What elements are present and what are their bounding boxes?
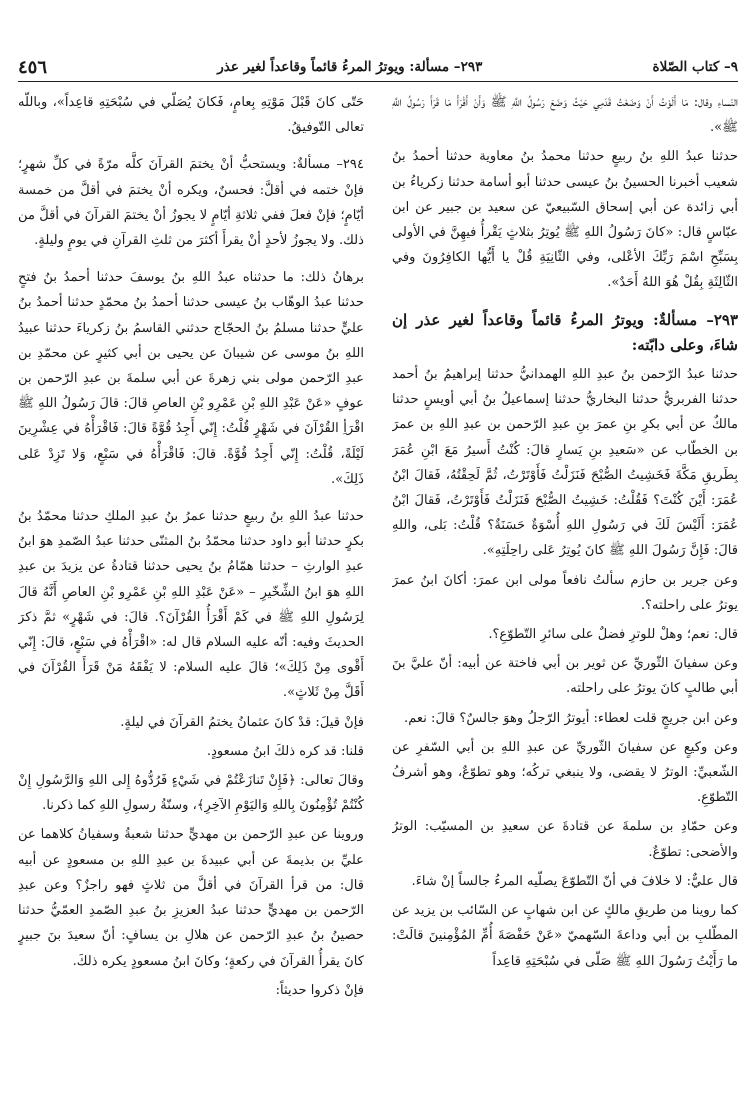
paragraph: قلنا: قد كره ذلكَ ابنُ مسعودٍ. [206,743,364,759]
paragraph: وعن حمّادِ بن سلمةَ عن قتادةَ عن سعيدِ بن المسيّب: الوترُ والأضحى: تطوّعٌ. [392,819,738,860]
paragraph: قال عليٌّ: لا خلافَ في أنّ التّطوّعَ يصلّيه المرءُ جالساً إنْ شاءَ. [411,873,738,889]
paragraph: وعن جرير بن حازم سألتُ نافعاً مولى ابن عمرَ: أكانَ ابنُ عمرَ يوترُ على راحلته؟. [392,572,738,613]
paragraph: حدثنا عبدُ اللهِ بنُ ربيعٍ حدثنا عمرُ بنُ عبدِ الملكِ حدثنا محمّدُ بنُ بكرٍ حدثنا أبو داود حدثنا محمّدُ بنُ المثنّى حدثنا عبدُ الصّمدِ هوَ ابنُ عبدِ الوارثِ – حدثنا همّامُ بنُ يحيى حدثنا قتادةُ عن يزيدَ بن عبدِ اللهِ هوَ ابنُ الشِّخّيرِ – «عَنْ عَبْدِ اللهِ بْنِ عَمْرِو بْنِ العاصِ أَنَّهُ قالَ لِرَسُولِ اللهِ ﷺ في كَمْ أَقْرَأُ القُرْآنَ؟. قالَ: في شَهْرٍ» ثمَّ ذكرَ الحديثَ وفيه: أنّه عليه السلام قال له: «اقْرَأْهُ في سَبْعٍ، قالَ: إِنّي أَقْوى مِنْ ذَلِكَ»؛ قالَ عليه السلام: لا يَفْقَهُ مَنْ قَرَأَ القُرْآنَ في أَقَلَّ مِنْ ثَلاثٍ». [18,509,364,701]
book-title: ٩– كتاب الصّلاة [652,59,738,75]
paragraph: وعن وكيعٍ عن سفيانَ الثّوريِّ عن عبدِ اللهِ بن أبي السّفرِ عن الشّعبيِّ: الوترُ لا يقضى، ولا ينبغي تركُه؛ وهو تطوّعٌ، وهو أشرفُ التّطوّعِ. [392,739,738,806]
section-294: ٢٩٤– مسألةٌ: ويستحبُّ أنْ يختمَ القرآنَ كلَّه مرّةً في كلِّ شهرٍ؛ فإنْ ختمه في أقلَّ: فحسنٌ، ويكره أنْ يختمَ في أقلَّ من خمسة أيّامٍ؛ فإنْ فعلَ ففي ثلاثةِ أيّامٍ لا يجوزُ أنْ يختمَ القرآنَ في أقلَّ من ذلك. ولا يجوزُ لأحدٍ أنْ يقرأَ أكثرَ من ثلثِ القرآنِ في يومٍ وليلةٍ. [18,157,364,249]
paragraph: كما روينا من طريقِ مالكٍ عن ابن شهابٍ عن السّائب بن يزيد عن المطّلبِ بن أبي وداعةَ السّهميّ «عَنْ حَفْصَةَ أُمِّ المُؤْمِنينَ قالَتْ: ما رَأَيْتُ رَسُولَ اللهِ ﷺ صَلّى في سُبْحَتِهِ قاعِداً [392,903,738,969]
paragraph: وعن ابن جريجٍ قلت لعطاء: أيوترُ الرّجلُ وهوَ جالسٌ؟ قالَ: نعم. [404,710,738,726]
paragraph: فإنْ ذكروا حديثاً: [275,982,364,998]
paragraph: النّساءِ وقال: مَا أَلَوْتُ أَنْ وَضَعْتُ قَدَمِي حَيْثُ وَضَعَ رَسُولُ اللَّهِ ﷺ وَأَنْ أَقْرَأَ مَا قَرَأَ رَسُولُ اللَّهِ ﷺ». [392,95,738,136]
paragraph: حَتّى كانَ قَبْلَ مَوْتِهِ بِعامٍ، فَكانَ يُصَلّي في سُبْحَتِهِ قاعِداً»، وباللّه تعالى التّوفيقُ. [18,95,364,136]
header-rule [18,81,738,82]
left-column [18,90,364,1105]
paragraph: قال: نعم؛ وهلْ للوترِ فضلٌ على سائرِ التّطوّعِ؟. [488,627,738,643]
paragraph: فإنْ قيلَ: قدْ كانَ عثمانُ يختمُ القرآنَ في ليلةٍ. [120,714,364,730]
paragraph: وقالَ تعالى: ﴿فَإِنْ تَنازَعْتُمْ في شَيْءٍ فَرُدُّوهُ إِلى اللهِ وَالرَّسُولِ إِنْ كُنْتُمْ تُؤْمِنُونَ بِاللهِ وَاليَوْمِ الآخِرِ﴾، وسنّةُ رسولِ اللهِ كما ذكرنا. [18,773,364,814]
paragraph: برهانُ ذلك: ما حدثناه عبدُ اللهِ بنُ يوسفَ حدثنا أحمدُ بنُ فتحٍ حدثنا عبدُ الوهّاب بنُ عيسى حدثنا أحمدُ بنُ محمّدٍ حدثنا أحمدُ بنُ عليٍّ حدثنا مسلمُ بنُ الحجّاج حدثني القاسمُ بنُ زكرياءَ حدثنا عبيدُ اللهِ بنُ موسى عن شيبانَ عن يحيى بن أبي كثيرٍ عن محمّدِ بن عبدِ الرّحمن مولى بني زهرةَ عن أبي سلمةَ بن عبدِ الرّحمن بن عوفٍ «عَنْ عَبْدِ اللهِ بْنِ عَمْرِو بْنِ العاصِ قالَ: قالَ رَسُولُ اللهِ ﷺ اقْرَأِ القُرْآنَ في شَهْرٍ قُلْتُ: إِنّي أَجِدُ قُوَّةً قالَ: فَاقْرَأْهُ في عِشْرِينَ لَيْلَةً، قُلْتُ: إِنّي أَجِدُ قُوَّةً. قالَ: فَاقْرَأْهُ في سَبْعٍ، وَلا تَزِدْ عَلى ذَلِكَ». [18,270,364,487]
section-heading-293: ٢٩٣– مسألةٌ: ويوترُ المرءُ قائماً وقاعداً لغير عذر إن شاءَ، وعلى دابّته: [392,310,738,354]
header-title: ٢٩٣– مسألة: ويوترُ المرءُ قائماً وقاعداً لغير عذر [217,59,483,75]
running-header [18,52,738,82]
paragraph: وعن سفيانَ الثّوريِّ عن ثوير بن أبي فاختة عن أبيه: أنّ عليَّ بنَ أبي طالبٍ كانَ يوترُ على راحلته. [392,656,738,697]
paragraph: حدثنا عبدُ اللهِ بنُ ربيعٍ حدثنا محمدُ بنُ معاوية حدثنا أحمدُ بنُ شعيب أخبرنا الحسينُ بنُ عيسى حدثنا أبو أسامة حدثنا زكرياءُ بن أبي زائدة عن أبي إسحاق السّبيعيّ عن سعيد بن جبير عن ابن عبّاسٍ قال: «كانَ رَسُولُ اللهِ ﷺ يُوتِرُ بثلاثٍ يَقْرأُ فيهِنَّ في الأولى بِسَبِّحِ اسْمَ رَبِّكَ الأعْلى، وفي الثّانِيَةِ قُلْ يا أَيُّها الكافِرُونَ وفي الثّالِثَةِ بِقُلْ هُوَ اللهُ أَحَدٌ». [392,149,738,291]
paragraph: وروينا عن عبدِ الرّحمن بن مهديٍّ حدثنا شعبةُ وسفيانُ كلاهما عن عليِّ بن بذيمةَ عن أبي عبيدةَ بن عبدِ اللهِ بن مسعودٍ عن أبيه قال: من قرأ القرآنَ في أقلَّ من ثلاثٍ فهو راجزٌ؟ وعن عبدِ الرّحمن بن مهديٍّ حدثنا عبدُ العزيزِ بنُ عبدِ الصّمدِ العمّيُّ حدثنا حصينُ بنُ عبدِ الرّحمن عن هلالِ بن يسافٍ: أنّ سعيدَ بنَ جبيرٍ كانَ يقرأُ القرآنَ في ركعةٍ؛ وكانَ ابنُ مسعودٍ يكره ذلكَ. [18,827,364,969]
right-column [392,90,738,1105]
page-number: ٤٥٦ [18,56,48,78]
paragraph: حدثنا عبدُ الرّحمن بنُ عبدِ اللهِ الهمدانيُّ حدثنا إبراهيمُ بنُ أحمد حدثنا الفربريُّ حدثنا البخاريُّ حدثنا إسماعيلُ بنُ أبي أويسٍ حدثنا مالكٌ عن أبي بكرِ بنِ عمرَ بنِ عبدِ الرّحمن بن عبدِ اللهِ بن عمرَ بن الخطّاب عن «سَعيدِ بنِ يَسارٍ قالَ: كُنْتُ أَسيرُ مَعَ ابْنِ عُمَرَ بِطَريقِ مَكَّةَ فَخَشِيتُ الصُّبْحَ فَنَزَلْتُ فَأَوْتَرْتُ، ثُمَّ لَحِقْتُهُ، فَقالَ ابْنُ عُمَرَ: أَيْنَ كُنْتَ؟ فَقُلْتُ: خَشِيتُ الصُّبْحَ فَنَزَلْتُ فَأَوْتَرْتُ، فَقالَ ابْنُ عُمَرَ: أَلَيْسَ لَكَ في رَسُولِ اللهِ أُسْوَةٌ حَسَنَةٌ؟ قُلْتُ: بَلى، واللهِ قالَ: فَإِنَّ رَسُولَ اللهِ ﷺ كانَ يُوتِرُ عَلى راحِلَتِهِ». [392,367,738,559]
text-columns [18,90,738,1105]
